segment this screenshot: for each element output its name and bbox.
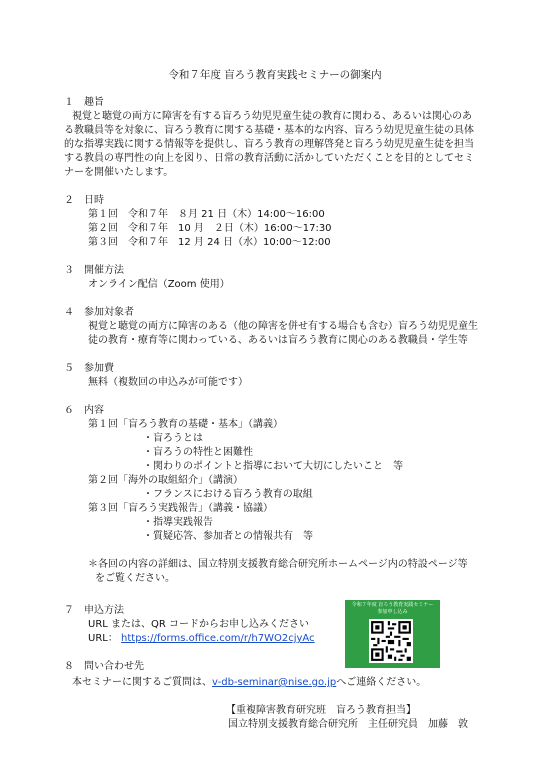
delivery-method: オンライン配信（Zoom 使用） [88,279,230,290]
qr-banner[interactable] [345,600,440,668]
session-1-item: ・盲ろうの特性と困難性 [143,447,253,458]
url-label: URL： [88,633,118,644]
section-2-heading: ２ 日時 [64,195,104,206]
page-title: 令和７年度 盲ろう教育実践セミナーの御案内 [168,69,382,81]
purpose-line: ナーを開催いたします。 [64,167,174,178]
session-1-item: ・関わりのポイントと指導において大切にしたいこと 等 [143,461,403,472]
section-3-heading: ３ 開催方法 [64,265,124,276]
session-1-title: 第１回「盲ろう教育の基礎・基本」（講義） [88,419,283,430]
section-4-heading: ４ 参加対象者 [64,307,134,318]
schedule-item: 第３回 令和７年 12 月 24 日（水）10:00〜12:00 [88,237,331,248]
content-note: をご覧ください。 [95,573,175,584]
session-2-item: ・フランスにおける盲ろう教育の取組 [143,489,313,500]
purpose-line: る教職員等を対象に、盲ろう教育に関する基礎・基本的な内容、盲ろう幼児児童生徒の具体 [64,125,474,136]
contact-text-after: へご連絡ください。 [336,677,427,688]
qr-banner-title: 令和７年度 盲ろう教育実践セミナー [351,602,434,608]
qr-code[interactable] [369,619,413,663]
section-8-heading: ８ 問い合わせ先 [64,661,144,672]
schedule-item: 第２回 令和７年 10 月 ２日（木）16:00〜17:30 [88,223,332,234]
qr-banner-subtitle: 参加申し込み [377,609,408,615]
qr-banner-text [345,602,440,616]
section-5-heading: ５ 参加費 [64,363,114,374]
session-3-item: ・質疑応答、参加者との情報共有 等 [143,531,313,542]
contact-line [72,676,426,690]
footer-department: 【重複障害教育研究班 盲ろう教育担当】 [226,705,416,716]
contact-text-before: 本セミナーに関するご質問は、 [72,677,212,688]
purpose-line: 的な指導実践に関する情報等を提供し、盲ろう教育の理解啓発と盲ろう幼児児童生徒を担当 [64,139,474,150]
section-6-heading: ６ 内容 [64,405,104,416]
section-7-heading: ７ 申込方法 [64,605,124,616]
schedule-item: 第１回 令和７年 ８月 21 日（木）14:00〜16:00 [88,209,325,220]
fee-text: 無料（複数回の申込みが可能です） [88,377,248,388]
application-url-link[interactable]: https://forms.office.com/r/h7WO2cjyAc [121,633,315,644]
session-2-title: 第２回「海外の取組紹介」（講演） [88,475,243,486]
target-line: 視覚と聴覚の両方に障害のある（他の障害を併せ有する場合も含む）盲ろう幼児児童生 [88,321,478,332]
session-3-title: 第３回「盲ろう実践報告」（講義・協議） [88,503,273,514]
session-3-item: ・指導実践報告 [143,517,213,528]
purpose-line: する教員の専門性の向上を図り、日常の教育活動に活かしていただくことを目的としてセミ [64,153,474,164]
target-line: 徒の教育・療育等に関わっている、あるいは盲ろう教育に関心のある教職員・学生等 [88,335,468,346]
purpose-line: 視覚と聴覚の両方に障害を有する盲ろう幼児児童生徒の教育に関わる、あるいは関心のあ [72,111,472,122]
contact-email-link[interactable]: v-db-seminar@nise.go.jp [212,677,337,688]
session-1-item: ・盲ろうとは [143,433,203,444]
url-row [88,632,315,646]
content-note: ＊各回の内容の詳細は、国立特別支援教育総合研究所ホームページ内の特設ページ等 [88,559,468,570]
footer-contact-person: 国立特別支援教育総合研究所 主任研究員 加藤 敦 [228,719,468,730]
section-1-heading: １ 趣旨 [64,97,104,108]
application-instruction: URL または、QR コードからお申し込みください [88,619,310,630]
